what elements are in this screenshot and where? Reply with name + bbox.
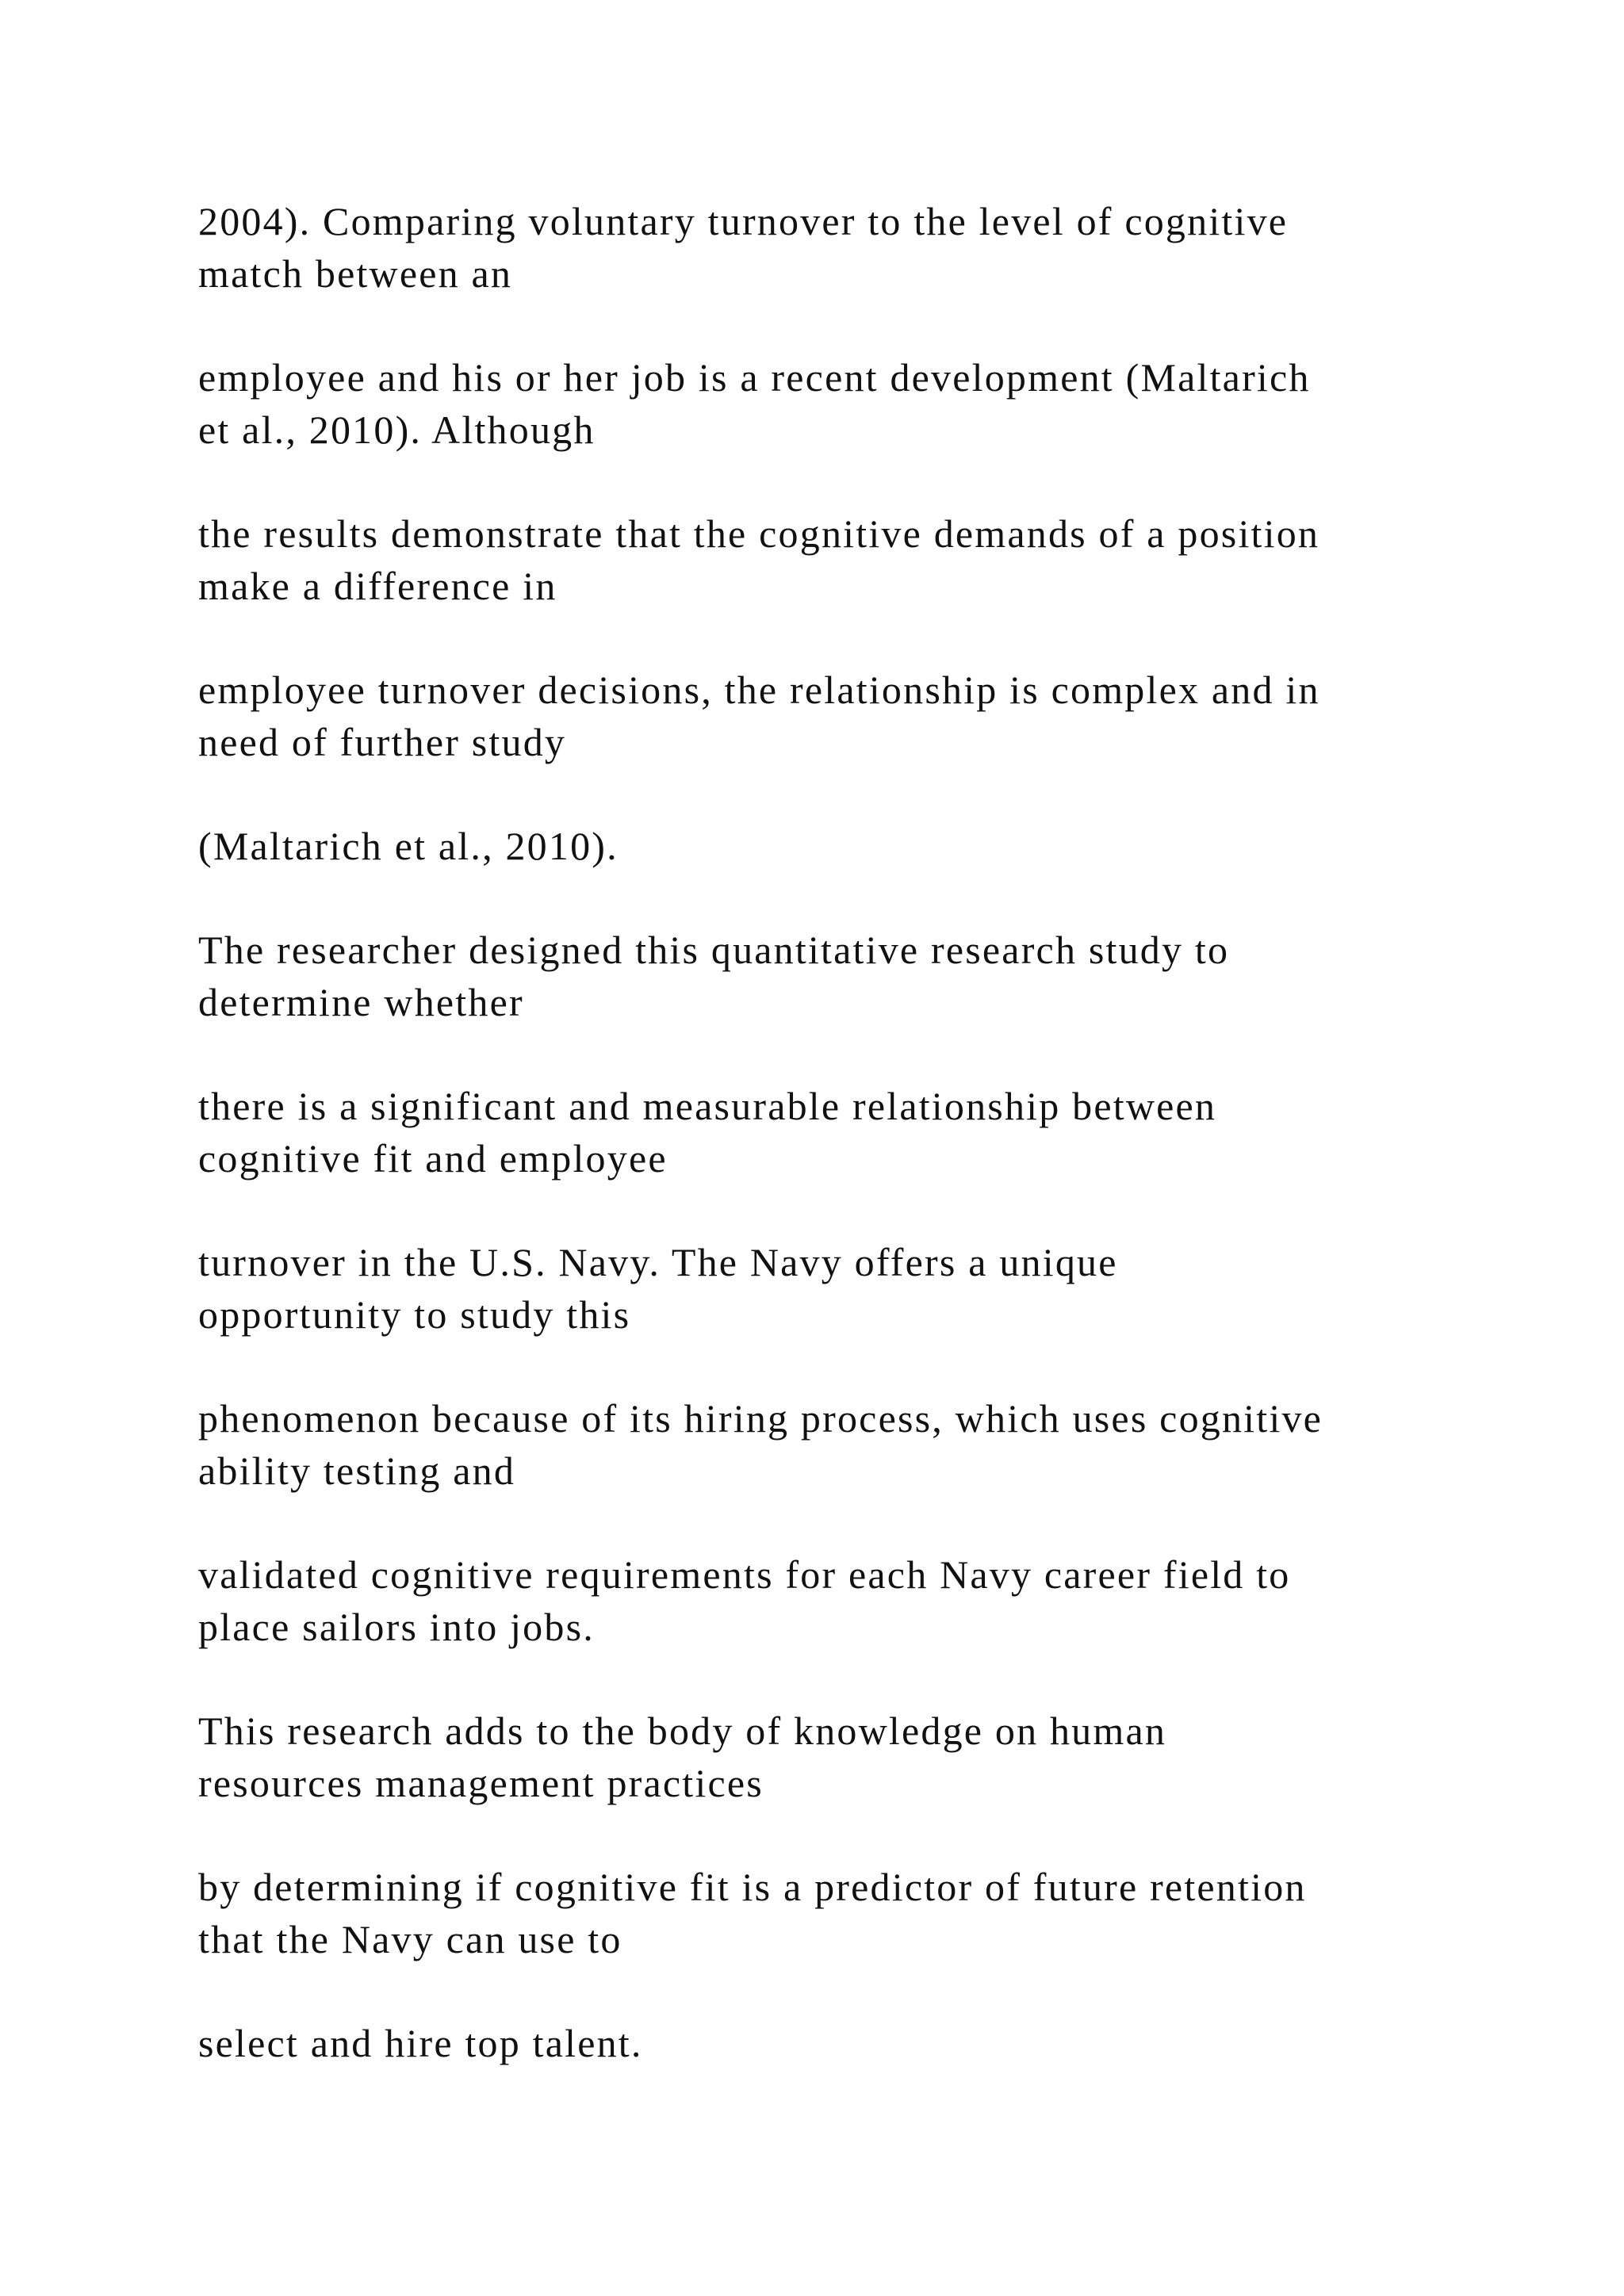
text-line: by determining if cognitive fit is a predictor of future retention — [198, 1865, 1307, 1909]
paragraph-7 — [198, 1080, 1546, 1184]
text-line: there is a significant and measurable relationship between — [198, 1084, 1217, 1128]
text-line: employee turnover decisions, the relationship is complex and in — [198, 668, 1320, 712]
text-line: cognitive fit and employee — [198, 1136, 668, 1181]
text-line: turnover in the U.S. Navy. The Navy offers a unique — [198, 1240, 1118, 1284]
text-line: determine whether — [198, 980, 524, 1024]
text-line: the results demonstrate that the cognitive demands of a position — [198, 511, 1320, 556]
text-line: place sailors into jobs. — [198, 1605, 595, 1649]
paragraph-13 — [198, 2017, 1546, 2069]
text-line: 2004). Comparing voluntary turnover to the level of cognitive — [198, 199, 1289, 243]
paragraph-4 — [198, 664, 1546, 768]
text-line: (Maltarich et al., 2010). — [198, 824, 619, 868]
text-line: select and hire top talent. — [198, 2021, 643, 2065]
text-line: ability testing and — [198, 1448, 516, 1493]
paragraph-12 — [198, 1861, 1546, 1965]
text-line: et al., 2010). Although — [198, 408, 596, 452]
paragraph-5 — [198, 820, 1546, 872]
paragraph-1 — [198, 195, 1546, 300]
text-line: match between an — [198, 251, 513, 296]
text-line: phenomenon because of its hiring process, which uses cognitive — [198, 1396, 1323, 1441]
paragraph-6 — [198, 924, 1546, 1028]
paragraph-9 — [198, 1392, 1546, 1497]
text-line: make a difference in — [198, 564, 557, 608]
body-text — [198, 195, 1546, 2121]
paragraph-8 — [198, 1236, 1546, 1341]
paragraph-2 — [198, 351, 1546, 456]
text-line: opportunity to study this — [198, 1292, 631, 1337]
text-line: need of further study — [198, 720, 567, 764]
text-line: validated cognitive requirements for each Navy career field to — [198, 1552, 1291, 1597]
text-line: employee and his or her job is a recent development (Maltarich — [198, 355, 1311, 400]
paragraph-11 — [198, 1705, 1546, 1809]
text-line: This research adds to the body of knowledge on human — [198, 1709, 1167, 1753]
paragraph-3 — [198, 507, 1546, 612]
text-line: that the Navy can use to — [198, 1917, 622, 1961]
paragraph-10 — [198, 1548, 1546, 1653]
text-line: The researcher designed this quantitative research study to — [198, 928, 1230, 972]
text-line: resources management practices — [198, 1761, 764, 1805]
